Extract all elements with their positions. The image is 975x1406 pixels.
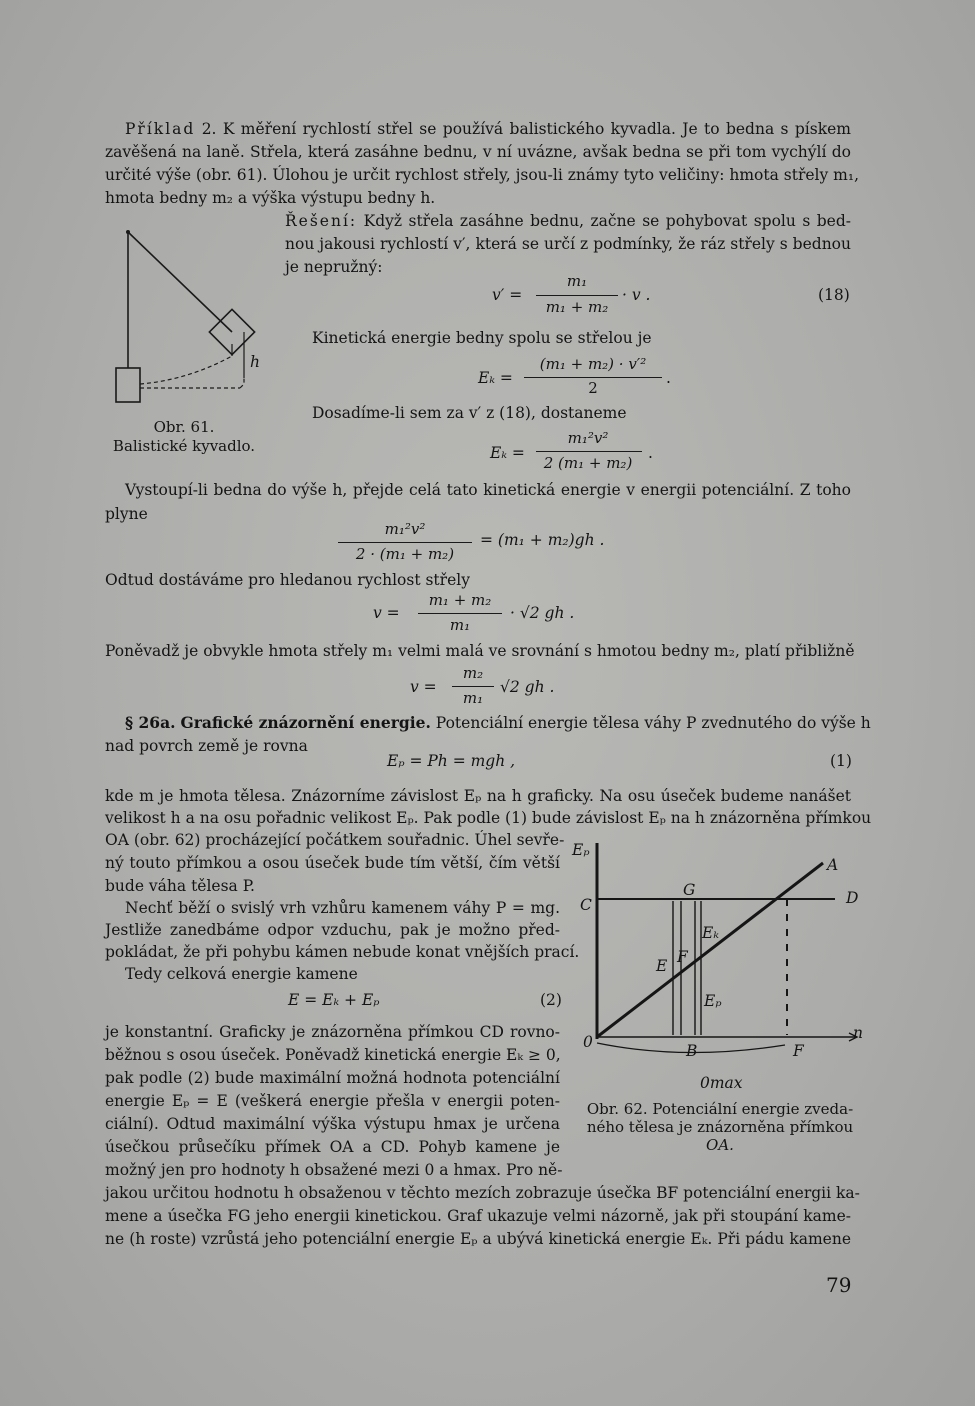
const-line-7: možný jen pro hodnoty h obsažené mezi 0 a hmax. Pro ně- bbox=[105, 1161, 563, 1179]
fig61-ballistic-pendulum bbox=[108, 228, 268, 408]
total-text: Tedy celková energie kamene bbox=[125, 965, 358, 983]
v2-eq-lhs: v = bbox=[410, 678, 437, 696]
fig62-caption-3: OA. bbox=[706, 1136, 734, 1154]
ek1-lhs: Eₖ = bbox=[478, 369, 513, 387]
v-eq-num: m₁ + m₂ bbox=[428, 591, 492, 609]
energy-eq-bar bbox=[338, 542, 472, 543]
example-line-1: Příklad 2. K měření rychlostí střel se používá balistického kyvadla. Je to bedna s pískem bbox=[125, 120, 851, 138]
v-eq-bar bbox=[418, 613, 502, 614]
eq18-lhs: v′ = bbox=[492, 286, 523, 304]
section-line-2: nad povrch země je rovna bbox=[105, 737, 308, 755]
fig62-label-G: G bbox=[683, 881, 696, 899]
substitute-text: Dosadíme-li sem za v′ z (18), dostaneme bbox=[312, 404, 627, 422]
fig62-label-Ek: Eₖ bbox=[702, 924, 719, 942]
graph-line-2: velikost h a na osu pořadnic velikost Eₚ. Pak podle (1) bude závislost Eₚ na h znázorněna přímkou bbox=[105, 809, 872, 827]
graph-line-5: bude váha tělesa P. bbox=[105, 877, 255, 895]
ek2-bar bbox=[536, 451, 642, 452]
potential-line-1: Vystoupí-li bedna do výše h, přejde celá tato kinetická energie v energii potenciální. Z toho bbox=[125, 481, 851, 499]
const-line-2: běžnou s osou úseček. Poněvadž kinetická energie Eₖ ≥ 0, bbox=[105, 1046, 561, 1064]
eq18-num: m₁ bbox=[566, 272, 588, 290]
ek1-end: . bbox=[666, 369, 671, 387]
fig62-caption-2: ného tělesa je znázorněna přímkou bbox=[586, 1118, 854, 1136]
eq18-tag: (18) bbox=[818, 286, 850, 304]
kinetic-text: Kinetická energie bedny spolu se střelou je bbox=[312, 329, 652, 347]
v2-eq-den: m₁ bbox=[462, 689, 484, 707]
fig62-label-D: D bbox=[846, 889, 859, 907]
stone-line-2: Jestliže zanedbáme odpor vzduchu, pak je možno před- bbox=[105, 921, 560, 939]
total-eq-tag: (2) bbox=[540, 991, 562, 1009]
const-line-4: energie Eₚ = E (veškerá energie přešla v energii poten- bbox=[105, 1092, 560, 1110]
eq18-rhs: · v . bbox=[622, 286, 651, 304]
ek1-den: 2 bbox=[588, 379, 598, 397]
fig61-caption-1: Obr. 61. bbox=[153, 418, 215, 436]
energy-eq-den: 2 · (m₁ + m₂) bbox=[355, 545, 455, 563]
ep-eq-tag: (1) bbox=[830, 752, 852, 770]
section-title: Grafické znázornění energie. bbox=[180, 713, 431, 732]
example-line-2: zavěšená na laně. Střela, která zasáhne bednu, v ní uvázne, avšak bedna se při tom vychýlí do bbox=[105, 143, 851, 161]
ek2-end: . bbox=[648, 444, 653, 462]
ek2-den: 2 (m₁ + m₂) bbox=[543, 454, 633, 472]
stone-line-3: pokládat, že při pohybu kámen nebude konat vnějších prací. bbox=[105, 943, 580, 961]
solution-line-3: je nepružný: bbox=[285, 258, 383, 276]
v-eq-den: m₁ bbox=[449, 616, 471, 634]
fig62-label-F-left: F bbox=[677, 948, 688, 966]
total-eq: E = Eₖ + Eₚ bbox=[288, 991, 380, 1009]
stone-line-1: Nechť běží o svislý vrh vzhůru kamenem váhy P = mg. bbox=[125, 899, 560, 917]
section-heading-line bbox=[125, 712, 871, 734]
solution-line-2: nou jakousi rychlostí v′, která se určí z podmínky, že ráz střely s bednou bbox=[285, 235, 851, 253]
fig61-label-h: h bbox=[250, 353, 260, 371]
approx-text: Poněvadž je obvykle hmota střely m₁ velmi malá ve srovnání s hmotou bedny m₂, platí přibližně bbox=[105, 642, 855, 660]
example-label: Příklad bbox=[125, 120, 196, 138]
fig62-label-Ep: Eₚ bbox=[572, 841, 590, 859]
eq18-den: m₁ + m₂ bbox=[545, 298, 609, 316]
example-line-4: hmota bedny m₂ a výška výstupu bedny h. bbox=[105, 189, 436, 207]
eq18-bar bbox=[536, 295, 618, 296]
ep-eq: Eₚ = Ph = mgh , bbox=[387, 752, 516, 770]
fig62-label-E: E bbox=[656, 957, 668, 975]
page-number: 79 bbox=[826, 1273, 852, 1297]
graph-line-4: ný touto přímkou a osou úseček bude tím větší, čím větší bbox=[105, 854, 560, 872]
const-line-1: je konstantní. Graficky je znázorněna přímkou CD rovno- bbox=[105, 1023, 560, 1041]
const-line-5: ciální). Odtud maximální výška výstupu hmax je určena bbox=[105, 1115, 560, 1133]
energy-eq-num: m₁²v² bbox=[384, 520, 426, 538]
graph-line-1: kde m je hmota tělesa. Znázorníme závislost Eₚ na h graficky. Na osu úseček budeme nanášet bbox=[105, 787, 851, 805]
fig62-label-F: F bbox=[793, 1042, 804, 1060]
fig62-caption-1: Obr. 62. Potenciální energie zveda- bbox=[586, 1100, 854, 1118]
final-line-2: mene a úsečka FG jeho energii kinetickou. Graf ukazuje velmi názorně, jak při stoupání kame- bbox=[105, 1207, 851, 1225]
fig61-caption-2: Balistické kyvadlo. bbox=[112, 437, 256, 455]
ek2-lhs: Eₖ = bbox=[490, 444, 525, 462]
solution-line-1: Řešení: Když střela zasáhne bednu, začne se pohybovat spolu s bed- bbox=[285, 212, 851, 230]
v2-eq-bar bbox=[452, 686, 494, 687]
fig62-label-O: 0 bbox=[583, 1033, 593, 1051]
final-line-1: jakou určitou hodnotu h obsaženou v těchto mezích zobrazuje úsečka BF potenciální energii ka- bbox=[105, 1184, 860, 1202]
section-number: § 26a. bbox=[125, 713, 176, 732]
ek2-num: m₁²v² bbox=[567, 429, 609, 447]
fig62-label-n: n bbox=[853, 1024, 863, 1042]
const-line-6: úsečkou průsečíku přímek OA a CD. Pohyb kamene je bbox=[105, 1138, 560, 1156]
v-eq-lhs: v = bbox=[373, 604, 400, 622]
fig62-energy-graph bbox=[585, 835, 865, 1075]
ek1-num: (m₁ + m₂) · v′² bbox=[539, 355, 647, 373]
fig62-label-B: B bbox=[686, 1042, 698, 1060]
fig62-label-C: C bbox=[580, 896, 592, 914]
final-line-3: ne (h roste) vzrůstá jeho potenciální energie Eₚ a ubývá kinetická energie Eₖ. Při pádu kamene bbox=[105, 1230, 851, 1248]
fig62-label-A: A bbox=[827, 856, 839, 874]
energy-eq-rhs: = (m₁ + m₂)gh . bbox=[480, 531, 605, 549]
fig62-label-Ep-inner: Eₚ bbox=[704, 992, 722, 1010]
velocity-text: Odtud dostáváme pro hledanou rychlost střely bbox=[105, 571, 470, 589]
const-line-3: pak podle (2) bude maximální možná hodnota potenciální bbox=[105, 1069, 560, 1087]
graph-line-3: OA (obr. 62) procházející počátkem souřadnic. Úhel sevře- bbox=[105, 831, 565, 849]
v2-eq-rhs: √2 gh . bbox=[500, 678, 555, 696]
solution-label: Řešení: bbox=[285, 212, 358, 230]
potential-line-2: plyne bbox=[105, 505, 148, 523]
section-line1-rest: Potenciální energie tělesa váhy P zvednutého do výše h bbox=[435, 714, 871, 732]
v-eq-rhs: · √2 gh . bbox=[510, 604, 575, 622]
v2-eq-num: m₂ bbox=[462, 664, 484, 682]
fig62-label-Omax: 0max bbox=[700, 1074, 743, 1092]
example-line-3: určité výše (obr. 61). Úlohou je určit rychlost střely, jsou-li známy tyto veličiny: hmota střely m₁, bbox=[105, 166, 860, 184]
